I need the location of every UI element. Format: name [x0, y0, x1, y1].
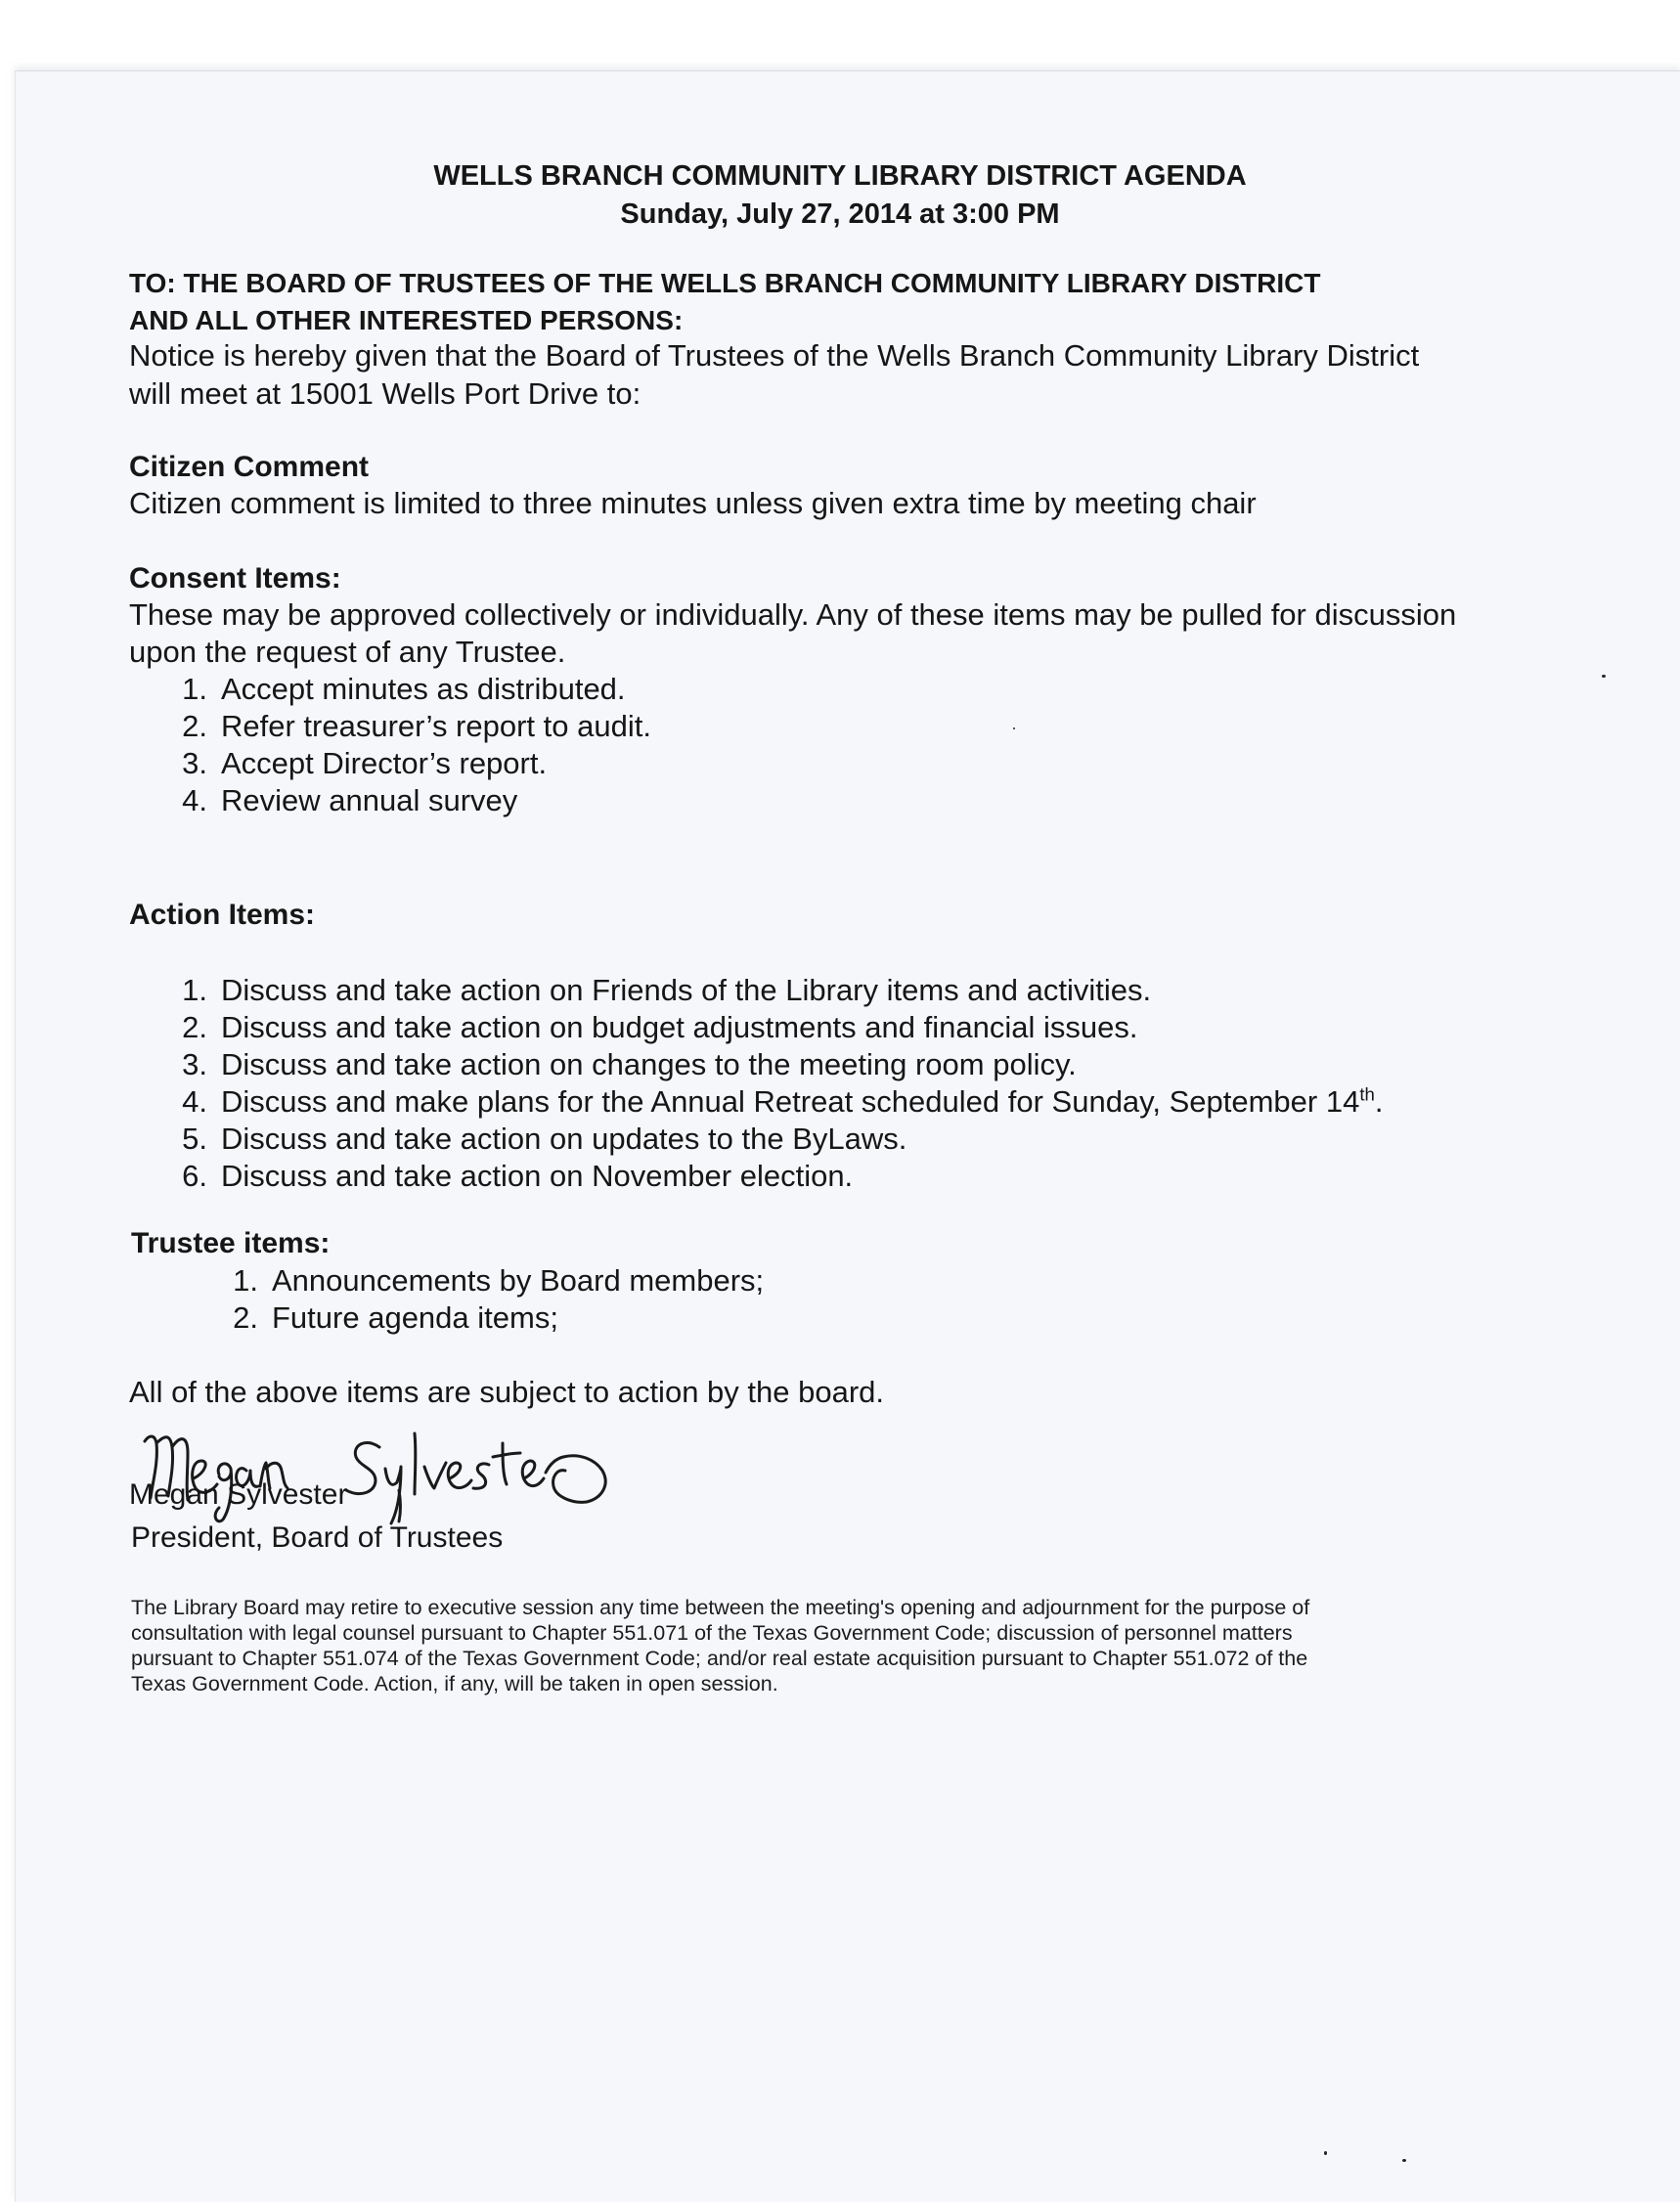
list-item-text: Discuss and make plans for the Annual Retreat scheduled for Sunday, September 14 [221, 1084, 1360, 1119]
closing-statement: All of the above items are subject to action by the board. [129, 1375, 885, 1409]
scan-speck [1602, 675, 1606, 678]
action-items-heading: Action Items: [129, 899, 316, 931]
scan-speck [1013, 727, 1015, 729]
list-item [162, 671, 626, 708]
footnote-line-4: Texas Government Code. Action, if any, will be taken in open session. [131, 1672, 778, 1696]
list-item [199, 1262, 764, 1299]
addressee-line-2: AND ALL OTHER INTERESTED PERSONS: [129, 305, 684, 335]
list-item [162, 1046, 1077, 1083]
consent-intro-line-1: These may be approved collectively or individually. Any of these items may be pulled for discussion [129, 597, 1457, 632]
list-item-text: Announcements by Board members; [272, 1263, 765, 1298]
scan-speck [1402, 2159, 1406, 2162]
list-item-text: Review annual survey [221, 783, 518, 817]
notice-line-2: will meet at 15001 Wells Port Drive to: [129, 376, 641, 411]
list-number: 4. [182, 1084, 207, 1119]
list-item [162, 782, 517, 819]
list-number: 3. [182, 746, 207, 780]
list-item-text: Accept minutes as distributed. [221, 672, 626, 706]
citizen-comment-heading: Citizen Comment [129, 451, 370, 483]
list-number: 1. [182, 672, 207, 706]
notice-line-1: Notice is hereby given that the Board of Trustees of the Wells Branch Community Library District [129, 338, 1420, 373]
list-item-text: Discuss and take action on budget adjustments and financial issues. [221, 1010, 1138, 1044]
list-number: 1. [182, 973, 207, 1007]
list-item-text: Future agenda items; [272, 1300, 558, 1335]
list-item-tail: . [1374, 1084, 1384, 1119]
citizen-comment-text: Citizen comment is limited to three minutes unless given extra time by meeting chair [129, 486, 1257, 520]
list-number: 4. [182, 783, 207, 817]
list-item [162, 745, 547, 782]
list-number: 1. [233, 1263, 258, 1298]
trustee-items-heading: Trustee items: [131, 1227, 331, 1259]
list-item [162, 1158, 853, 1195]
list-item-text: Discuss and take action on Friends of the Library items and activities. [221, 973, 1152, 1007]
list-number: 3. [182, 1047, 207, 1081]
list-number: 5. [182, 1122, 207, 1156]
list-item-text: Discuss and take action on updates to the ByLaws. [221, 1122, 907, 1156]
list-item [162, 708, 651, 745]
addressee-line-1: TO: THE BOARD OF TRUSTEES OF THE WELLS BRANCH COMMUNITY LIBRARY DISTRICT [129, 268, 1321, 298]
list-item [199, 1299, 558, 1337]
consent-items-heading: Consent Items: [129, 562, 341, 595]
consent-intro-line-2: upon the request of any Trustee. [129, 635, 566, 669]
list-item [162, 1083, 1383, 1121]
meeting-date: Sunday, July 27, 2014 at 3:00 PM [620, 198, 1060, 230]
signer-role: President, Board of Trustees [131, 1521, 504, 1554]
footnote-line-3: pursuant to Chapter 551.074 of the Texas Government Code; and/or real estate acquisition pursuant to Chapter 551.072 of the [131, 1647, 1308, 1670]
list-item-text: Refer treasurer’s report to audit. [221, 709, 651, 743]
list-item [162, 1121, 906, 1158]
list-number: 6. [182, 1159, 207, 1193]
list-number: 2. [182, 709, 207, 743]
list-item-text: Discuss and take action on changes to the meeting room policy. [221, 1047, 1077, 1081]
list-item [162, 972, 1151, 1009]
footnote-line-2: consultation with legal counsel pursuant to Chapter 551.071 of the Texas Government Code; discussion of personnel matters [131, 1621, 1293, 1645]
list-item [162, 1009, 1137, 1046]
footnote-line-1: The Library Board may retire to executive session any time between the meeting's opening and adjournment for the purpose of [131, 1596, 1310, 1619]
scan-speck [1324, 2151, 1327, 2155]
list-number: 2. [233, 1300, 258, 1335]
list-item-text: Discuss and take action on November election. [221, 1159, 854, 1193]
ordinal-suffix: th [1359, 1083, 1375, 1105]
list-item-text: Accept Director’s report. [221, 746, 548, 780]
document-title: WELLS BRANCH COMMUNITY LIBRARY DISTRICT AGENDA [433, 160, 1247, 192]
list-number: 2. [182, 1010, 207, 1044]
signer-name: Megan Sylvester [129, 1478, 348, 1511]
handwritten-signature [135, 1414, 643, 1531]
